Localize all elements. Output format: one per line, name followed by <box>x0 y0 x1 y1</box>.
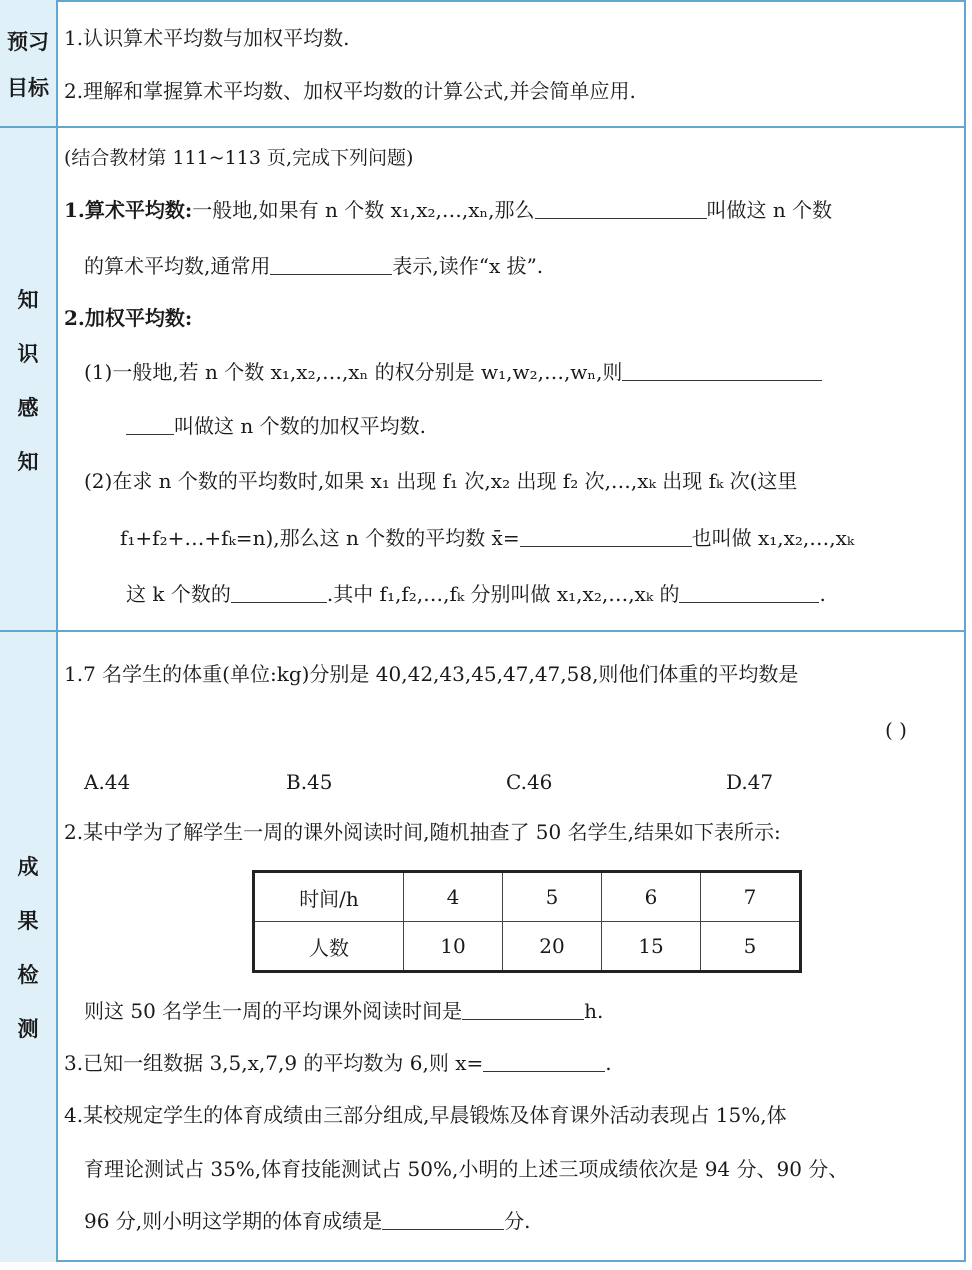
table-cell: 5 <box>701 922 801 972</box>
knowledge-q2-heading <box>64 304 192 332</box>
reading-time-table <box>252 870 802 973</box>
knowledge-intro: (结合教材第 111~113 页,完成下列问题) <box>64 147 414 169</box>
test-q4-blank[interactable] <box>382 1209 504 1230</box>
q2-after-text-b: h. <box>584 999 604 1023</box>
knowledge-q2-1-line2 <box>126 412 426 440</box>
q2-2-text-c: 也叫做 x₁,x₂,…,xₖ <box>691 526 855 550</box>
test-q2-after <box>84 997 603 1025</box>
q2-2-text-d: 这 k 个数的 <box>126 582 231 606</box>
goal-1: 1.认识算术平均数与加权平均数. <box>64 26 350 50</box>
q1-text-c: 的算术平均数,通常用 <box>84 254 271 278</box>
q2-after-text-a: 则这 50 名学生一周的平均课外阅读时间是 <box>84 999 463 1023</box>
q1-heading: 1.算术平均数: <box>64 198 193 222</box>
q2-2-blank-name[interactable] <box>231 582 327 603</box>
option-a[interactable]: A.44 <box>84 770 131 794</box>
test-q2-blank[interactable] <box>462 999 584 1020</box>
q1-blank-1[interactable] <box>535 198 707 219</box>
q2-2-blank-mean[interactable] <box>520 526 692 547</box>
table-cell: 15 <box>602 922 701 972</box>
q2-2-blank-weight[interactable] <box>679 582 819 603</box>
table-cell: 人数 <box>254 922 404 972</box>
table-row <box>254 872 801 922</box>
option-d[interactable]: D.47 <box>726 770 774 794</box>
q2-1-blank-a[interactable] <box>622 360 822 381</box>
goals-label-line1: 预习 <box>7 30 49 54</box>
table-cell: 4 <box>404 872 503 922</box>
table-cell: 6 <box>602 872 701 922</box>
test-q2: 2.某中学为了解学生一周的课外阅读时间,随机抽查了 50 名学生,结果如下表所示: <box>64 820 781 844</box>
goals-label-line2: 目标 <box>7 76 49 100</box>
test-q4-line1: 4.某校规定学生的体育成绩由三部分组成,早晨锻炼及体育课外活动表现占 15%,体 <box>64 1103 787 1127</box>
q2-2-text-e: .其中 f₁,f₂,…,fₖ 分别叫做 x₁,x₂,…,xₖ 的 <box>326 582 680 606</box>
q2-2-text-b: f₁+f₂+…+fₖ=n),那么这 n 个数的平均数 x̄= <box>120 526 520 550</box>
table-cell: 10 <box>404 922 503 972</box>
q2-1-text-a: (1)一般地,若 n 个数 x₁,x₂,…,xₙ 的权分别是 w₁,w₂,…,wₙ,则 <box>84 360 623 384</box>
test-label-2: 果 <box>17 909 39 933</box>
q2-1-blank-b[interactable] <box>126 414 174 435</box>
goals-section-label <box>0 0 58 128</box>
table-cell: 20 <box>503 922 602 972</box>
table-cell: 7 <box>701 872 801 922</box>
test-q4-line3 <box>84 1207 531 1235</box>
q2-2-text-f: . <box>819 582 826 606</box>
divider-goals <box>0 126 966 128</box>
option-b[interactable]: B.45 <box>286 770 333 794</box>
q1-text-d: 表示,读作“x 拔”. <box>392 254 544 278</box>
test-q1: 1.7 名学生的体重(单位:kg)分别是 40,42,43,45,47,47,58,则他们体重的平均数是 <box>64 662 799 686</box>
knowledge-q1-line2 <box>84 252 543 280</box>
knowledge-q2-1-line1 <box>84 358 822 386</box>
q2-heading: 2.加权平均数: <box>64 306 193 330</box>
q1-text-b: 叫做这 n 个数 <box>706 198 833 222</box>
knowledge-q2-2-line2 <box>120 524 854 552</box>
test-q3-blank[interactable] <box>483 1051 605 1072</box>
test-q1-answer-paren[interactable]: ( ) <box>885 718 907 742</box>
q4-text-d: 分. <box>504 1209 531 1233</box>
knowledge-label-4: 知 <box>17 450 39 474</box>
q1-blank-2[interactable] <box>270 254 392 275</box>
option-c[interactable]: C.46 <box>506 770 553 794</box>
table-row <box>254 922 801 972</box>
test-q4-line2: 育理论测试占 35%,体育技能测试占 50%,小明的上述三项成绩依次是 94 分、90 分、 <box>84 1157 849 1181</box>
q1-text-a: 一般地,如果有 n 个数 x₁,x₂,…,xₙ,那么 <box>192 198 535 222</box>
q3-text-a: 3.已知一组数据 3,5,x,7,9 的平均数为 6,则 x= <box>64 1051 484 1075</box>
test-label-3: 检 <box>17 963 39 987</box>
table-cell: 时间/h <box>254 872 404 922</box>
q3-text-b: . <box>605 1051 612 1075</box>
goal-2: 2.理解和掌握算术平均数、加权平均数的计算公式,并会简单应用. <box>64 79 636 103</box>
knowledge-q2-2-line1: (2)在求 n 个数的平均数时,如果 x₁ 出现 f₁ 次,x₂ 出现 f₂ 次,…,xₖ 出现 fₖ 次(这里 <box>84 469 798 493</box>
knowledge-q2-2-line3 <box>126 580 826 608</box>
table-cell: 5 <box>503 872 602 922</box>
knowledge-label-3: 感 <box>17 396 39 420</box>
knowledge-label-2: 识 <box>17 342 39 366</box>
test-q3 <box>64 1049 612 1077</box>
q2-1-text-b: 叫做这 n 个数的加权平均数. <box>174 414 426 438</box>
test-label-4: 测 <box>17 1017 39 1041</box>
divider-knowledge <box>0 630 966 632</box>
knowledge-label-1: 知 <box>17 288 39 312</box>
q4-text-c: 96 分,则小明这学期的体育成绩是 <box>84 1209 383 1233</box>
knowledge-q1-line1 <box>64 196 832 224</box>
knowledge-section-label <box>0 128 58 632</box>
test-label-1: 成 <box>17 855 39 879</box>
test-section-label <box>0 632 58 1262</box>
